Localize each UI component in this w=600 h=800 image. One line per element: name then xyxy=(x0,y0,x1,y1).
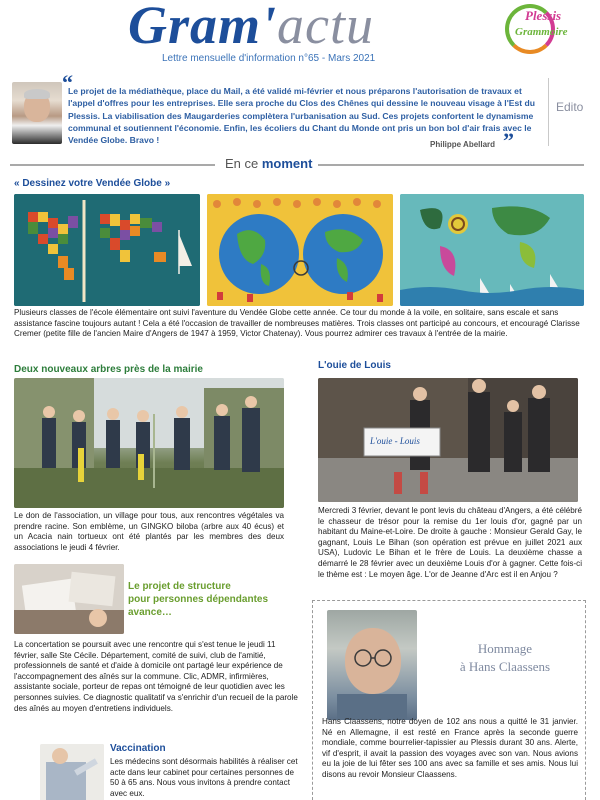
title-main: Gram xyxy=(128,0,262,55)
patchwork-world-map-image xyxy=(14,194,200,306)
tree-planting-photo xyxy=(14,378,284,508)
vendee-globe-text: Plusieurs classes de l'école élémentaire ont suivi l'aventure du Vendée Globe cette année. Ce tour du monde à la voile, en solitaire, sans escale et sans assistance fascine toujours autant ! Cela a été l'occasion de travailler de nombreuses matières. Trois classes ont participé au concours, et encouragé Clarisse Cremer (petite fille de l'ancien Maire d'Angers de 1947 à 1959, Victor Chatenay). Vous pourrez admirer ces travaux à l'entrée de la mairie. xyxy=(14,308,580,339)
edito-label: Edito xyxy=(556,100,584,114)
section-rule-right xyxy=(318,164,584,166)
ouie-text: Mercredi 3 février, devant le pont levis du château d'Angers, a été célébré le chasseur de trésor pour la remise du 1er louis d'or, gagné par un habitant du Maine-et-Loire. De droite à gauche : Monsieur Gerald Gay, le gagnant, Louis Le Bihan (son opération est prévue en juillet 2021 aux USA), Ludovic Le Bihan et le frère de Louis. La deuxième chasse a démarré le 28 février avec un deuxième Louis d'or à gagner. Cette fois-ci le thème est : Le moyen âge. L'or de Jeanne d'Arc est il en Anjou ? xyxy=(318,506,582,579)
vaccination-title: Vaccination xyxy=(110,743,166,754)
hans-claassens-photo xyxy=(327,610,417,720)
edito-divider xyxy=(548,78,549,146)
logo-text-line1: Plessis xyxy=(525,8,562,23)
hommage-title xyxy=(430,640,580,676)
section-rule-left xyxy=(10,164,215,166)
quote-close-icon: ” xyxy=(503,128,514,153)
structure-title-line3: avance… xyxy=(128,607,172,618)
section-title-prefix: En ce xyxy=(225,156,262,171)
newsletter-title xyxy=(128,0,374,56)
structure-text: La concertation se poursuit avec une rencontre qui s'est tenue le jeudi 11 février, salle Ste Cécile. Département, comité de suivi, club de l'amitié, professionnels de santé et d'aide à domicile ont partagé leur expérience de l'accompagnement des aînés sur la commune. Clic, ADMR, infirmières, assistante sociale, porteur de repas ont témoigné de leur quotidien avec les personnes suivies. Ce diagnostic qualitatif va s'enrichir d'un recueil de la parole des aînés au moyen d'entretiens individuels. xyxy=(14,640,298,713)
section-title xyxy=(225,156,312,171)
hommage-title-line2: à Hans Claassens xyxy=(459,659,551,674)
castle-ceremony-photo xyxy=(318,378,578,502)
section-title-strong: moment xyxy=(261,156,313,171)
sea-world-map-image xyxy=(400,194,584,306)
vendee-globe-title: « Dessinez votre Vendée Globe » xyxy=(14,178,171,189)
globe-drawing-image xyxy=(207,194,393,306)
newsletter-subtitle: Lettre mensuelle d'information n°65 - Mars 2021 xyxy=(162,53,376,64)
plessis-grammoire-logo xyxy=(503,2,595,58)
title-second: actu xyxy=(277,0,375,55)
vaccination-text: Les médecins sont désormais habilités à réaliser cet acte dans leur cabinet pour certaines personnes de 50 à 65 ans. Nous vous invitons à prendre contact avec eux. xyxy=(110,757,298,798)
edito-signature: Philippe Abellard xyxy=(430,140,496,149)
vaccination-photo xyxy=(40,744,104,800)
edito-text: Le projet de la médiathèque, place du Mail, a été validé mi-février et nous préparons l'autorisation de travaux et l'appel d'offres pour les entreprises. Elle sera proche du Clos des Chênes qui dessine le nouveau visage à l'Est du Plessis. La viabilisation des Maugarderies complètera l'urbanisation au Sud. Ces projets confortent le dynamisme communal et soutiennent l'économie. Enfin, les écoliers du Chant du Monde ont pris un bon bol d'air frais avec le Vendée Globe. Bravo ! xyxy=(68,86,535,146)
hommage-text: Hans Claassens, notre doyen de 102 ans nous a quitté le 31 janvier. Né en Allemagne, il est resté en France après la seconde guerre mondiale, comme bourrelier-tapissier au Plessis durant 30 ans. Alerte, vif d'esprit, il avait la passion des voyages avec son van. Nous avions eu la joie de lui fêter ses 100 ans avec sa famille et ses amis. Nous lui disons au revoir Monsieur Claassens. xyxy=(322,717,578,779)
structure-title xyxy=(128,580,298,619)
arbres-title: Deux nouveaux arbres près de la mairie xyxy=(14,364,203,375)
logo-text-line2: Grammoire xyxy=(515,26,568,38)
title-apostrophe: ' xyxy=(261,0,278,55)
ouie-sign-text: L'ouie - Louis xyxy=(370,436,420,446)
hommage-title-line1: Hommage xyxy=(477,641,533,656)
structure-title-line2: pour personnes dépendantes xyxy=(128,594,269,605)
mayor-hair xyxy=(24,89,50,99)
meeting-photo xyxy=(14,564,124,634)
mayor-photo xyxy=(12,82,62,144)
structure-title-line1: Le projet de structure xyxy=(128,581,231,592)
quote-open-icon: “ xyxy=(62,70,73,95)
arbres-text: Le don de l'association, un village pour tous, aux rencontres végétales va prendre racine. Son emblème, un GINGKO biloba (arbre aux 40 écus) et un Acacia nain tortueux ont été plantés par les membres des deux associations le jeudi 4 février. xyxy=(14,511,284,552)
ouie-title: L'ouie de Louis xyxy=(318,360,391,371)
